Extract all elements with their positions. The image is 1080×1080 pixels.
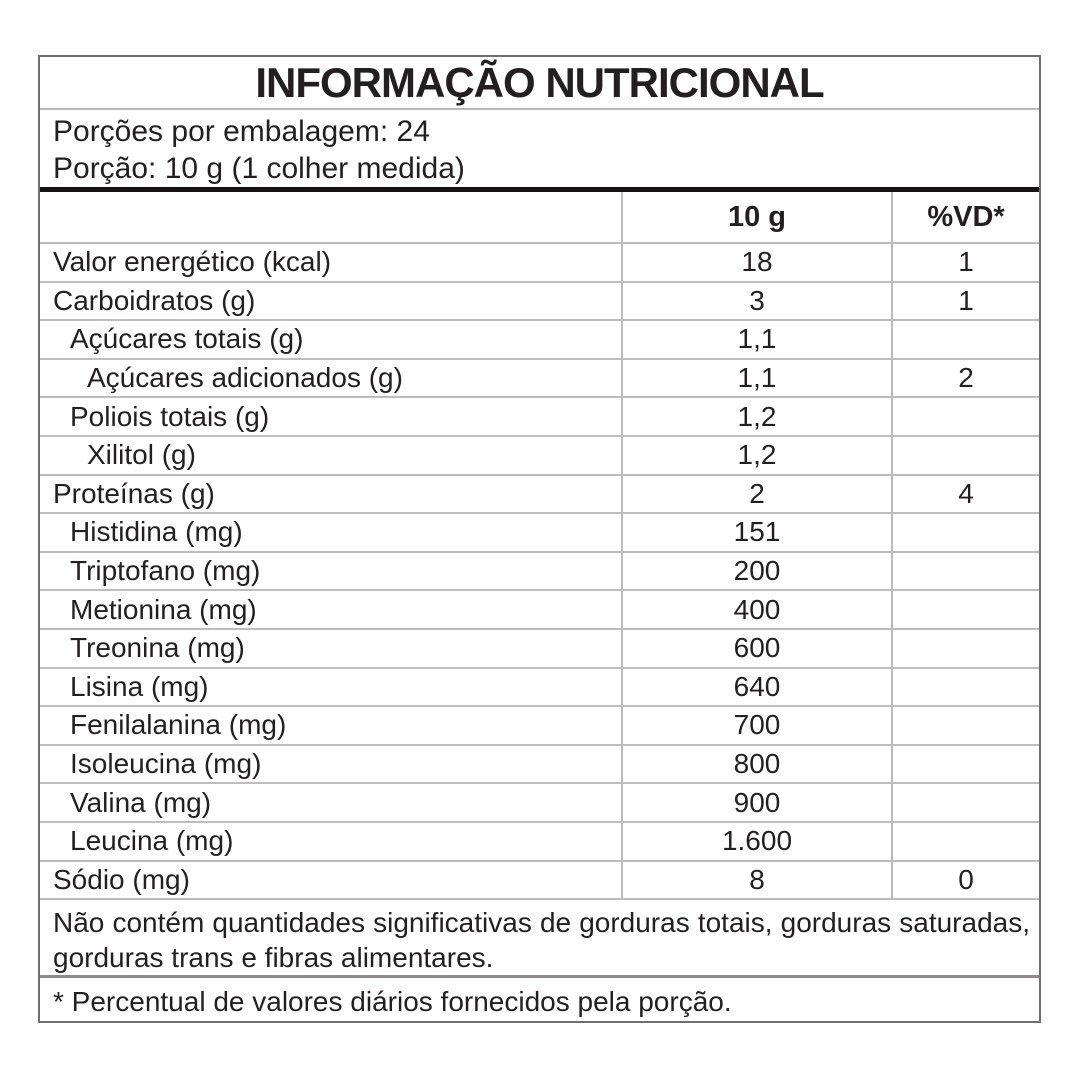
- amount-value: 151: [621, 514, 891, 551]
- nutrient-name: Açúcares totais (g): [70, 323, 304, 355]
- dv-value: 2: [891, 360, 1039, 397]
- amount-value: 18: [621, 244, 891, 281]
- dv-value: [891, 553, 1039, 590]
- table-row: [40, 860, 1039, 899]
- table-row: [40, 396, 1039, 435]
- table-row: [40, 512, 1039, 551]
- amount-value: 1,1: [621, 360, 891, 397]
- table-row: [40, 628, 1039, 667]
- nutrient-name: Triptofano (mg): [70, 555, 261, 587]
- dv-value: 1: [891, 244, 1039, 281]
- nutrient-name: Treonina (mg): [70, 632, 245, 664]
- dv-value: [891, 514, 1039, 551]
- nutrient-name: Leucina (mg): [70, 825, 234, 857]
- no-significant-amounts-note: Não contém quantidades significativas de gorduras totais, gorduras saturadas, gorduras trans e fibras alimentares.: [40, 898, 1039, 975]
- amount-value: 1,2: [621, 437, 891, 474]
- dv-value: 4: [891, 476, 1039, 513]
- dv-value: [891, 321, 1039, 358]
- nutrient-name: Histidina (mg): [70, 516, 243, 548]
- amount-value: 1,2: [621, 398, 891, 435]
- amount-value: 600: [621, 630, 891, 667]
- nutrition-label: [38, 55, 1041, 1023]
- nutrient-name: Xilitol (g): [87, 439, 196, 471]
- dv-value: [891, 784, 1039, 821]
- dv-value: 0: [891, 862, 1039, 899]
- amount-value: 900: [621, 784, 891, 821]
- table-row: [40, 705, 1039, 744]
- table-row: [40, 667, 1039, 706]
- table-row: [40, 281, 1039, 320]
- header-nutrient-blank: [40, 192, 621, 242]
- dv-value: [891, 746, 1039, 783]
- dv-value: [891, 398, 1039, 435]
- nutrient-name: Poliois totais (g): [70, 400, 270, 432]
- table-row: [40, 589, 1039, 628]
- table-header-row: [40, 192, 1039, 242]
- table-row: [40, 474, 1039, 513]
- amount-value: 3: [621, 283, 891, 320]
- table-row: [40, 319, 1039, 358]
- dv-value: 1: [891, 283, 1039, 320]
- amount-value: 640: [621, 669, 891, 706]
- header-dv-column: %VD*: [891, 192, 1039, 242]
- serving-info: [40, 110, 1039, 187]
- table-row: [40, 744, 1039, 783]
- nutrient-name: Fenilalanina (mg): [70, 709, 287, 741]
- dv-footnote: * Percentual de valores diários fornecidos pela porção.: [53, 986, 732, 1018]
- table-row: [40, 435, 1039, 474]
- nutrient-name: Carboidratos (g): [53, 284, 256, 316]
- amount-value: 200: [621, 553, 891, 590]
- amount-value: 700: [621, 707, 891, 744]
- serving-size: Porção: 10 g (1 colher medida): [53, 152, 465, 185]
- dv-value: [891, 707, 1039, 744]
- nutrient-name: Valina (mg): [70, 786, 212, 818]
- nutrient-name: Açúcares adicionados (g): [87, 362, 403, 394]
- amount-value: 1.600: [621, 823, 891, 860]
- label-title: INFORMAÇÃO NUTRICIONAL: [255, 58, 824, 106]
- amount-value: 2: [621, 476, 891, 513]
- amount-value: 1,1: [621, 321, 891, 358]
- amount-value: 800: [621, 746, 891, 783]
- table-row: [40, 551, 1039, 590]
- nutrition-table-body: [40, 242, 1039, 898]
- table-row: [40, 821, 1039, 860]
- nutrient-name: Lisina (mg): [70, 670, 209, 702]
- dv-value: [891, 437, 1039, 474]
- nutrient-name: Metionina (mg): [70, 593, 257, 625]
- nutrient-name: Sódio (mg): [53, 863, 190, 895]
- servings-per-package: Porções por embalagem: 24: [53, 115, 430, 148]
- dv-value: [891, 630, 1039, 667]
- dv-value: [891, 591, 1039, 628]
- nutrient-name: Isoleucina (mg): [70, 748, 262, 780]
- amount-value: 400: [621, 591, 891, 628]
- nutrient-name: Proteínas (g): [53, 477, 215, 509]
- dv-value: [891, 669, 1039, 706]
- nutrient-name: Valor energético (kcal): [53, 246, 332, 278]
- table-row: [40, 242, 1039, 281]
- dv-value: [891, 823, 1039, 860]
- table-row: [40, 358, 1039, 397]
- amount-value: 8: [621, 862, 891, 899]
- table-row: [40, 782, 1039, 821]
- header-amount-column: 10 g: [621, 192, 891, 242]
